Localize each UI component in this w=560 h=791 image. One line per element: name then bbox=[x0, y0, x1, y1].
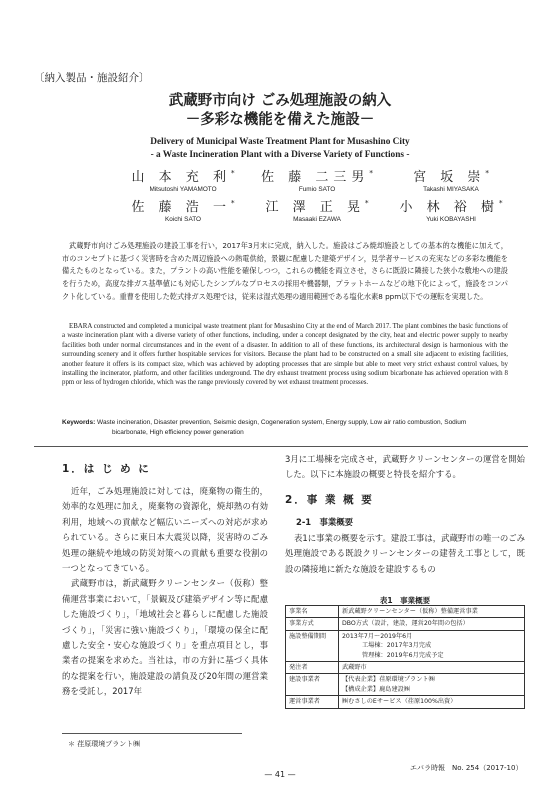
author-name-en: Masaaki EZAWA bbox=[293, 216, 341, 223]
table-value: ㈱むさしのEサービス（荏原100%出資） bbox=[339, 696, 525, 708]
title-japanese bbox=[0, 92, 560, 130]
journal-info: エバラ時報 No. 254（2017-10） bbox=[410, 764, 523, 772]
table-key: 事業方式 bbox=[286, 618, 339, 630]
author-5 bbox=[257, 196, 377, 223]
author-mark: * bbox=[230, 169, 235, 178]
author-2 bbox=[257, 166, 377, 193]
paragraph: 武蔵野市は，新武蔵野クリーンセンター（仮称）整備運営事業において，「景観及び建築デザイン等に配慮した施設づくり」，「地域社会と暮らしに配慮した施設づくり」，「災害に強い施設づくり」，「環境の保全に配慮した安全・安心な施設づくり」を重点項目とし，事業者の提案を求めた。当社は，市の方針に基づく具体的な提案を行い，施設建設の請負及び20年間の運営業務を受託し，2017年 bbox=[62, 578, 268, 697]
section-divider bbox=[34, 446, 528, 447]
author-1 bbox=[123, 166, 243, 193]
abstract-japanese: 武蔵野市向けごみ処理施設の建設工事を行い，2017年3月末に完成，納入した。施設はごみ焼却施設としての基本的な機能に加えて，市のコンセプトに基づく災害時を含めた周辺施設への熱電供給，景観に配慮した建築デザイン，見学者サービスの充実などの多彩な機能を備えたものとなっている。また，プラントの高い性能を確保しつつ，これらの機能を両立させ，さらに既設に隣接した狭小な敷地への建設を行うため，高度な排ガス基準値にも対応したシンプルなプロセスの採用や機器類，プラットホームなどの地下化によって，施設をコンパクト化している。重曹を使用した乾式排ガス処理では，従来は湿式処理の適用範囲である塩化水素8 ppm以下での運転を実現した。 bbox=[62, 241, 508, 301]
table-row bbox=[286, 606, 525, 618]
page-number: — 41 — bbox=[264, 770, 296, 779]
paragraph: 近年，ごみ処理施設に対しては，廃棄物の衛生的，効率的な処理に加え，廃棄物の資源化，焼却熱の有効利用，地域への貢献など幅広いニーズへの対応が求められている。さらに東日本大震災以降，災害時のごみ処理の継続や地域の防災対策への貢献も重要な役割の一つとなってきている。 bbox=[62, 486, 268, 574]
project-overview-table bbox=[285, 605, 525, 709]
author-mark: * bbox=[364, 199, 369, 208]
title-en-line1: Delivery of Municipal Waste Treatment Plant for Musashino City bbox=[150, 137, 410, 147]
table-row bbox=[286, 630, 525, 661]
keywords-line1: Waste incineration, Disaster prevention, Seismic design, Cogeneration system, Energy supply, Low air ratio combustion, Sodium bbox=[97, 419, 467, 426]
author-name-en: Koichi SATO bbox=[165, 216, 201, 223]
paragraph: 3月に工場棟を完成させ，武蔵野クリーンセンターの運営を開始した。以下に本施設の概要と特長を紹介する。 bbox=[285, 454, 525, 480]
keywords-label: Keywords: bbox=[62, 419, 96, 426]
section1-body bbox=[62, 484, 268, 700]
table-key: 建設事業者 bbox=[286, 674, 339, 696]
keywords-line2: bicarbonate, High efficiency power generation bbox=[112, 429, 244, 436]
author-4 bbox=[123, 196, 243, 223]
section1-heading: 1．は じ め に bbox=[62, 463, 151, 475]
table-row bbox=[286, 618, 525, 630]
title-english bbox=[0, 136, 560, 162]
table-row bbox=[286, 696, 525, 708]
author-name-en: Yuki KOBAYASHI bbox=[426, 216, 476, 223]
author-name-en: Fumio SATO bbox=[298, 186, 336, 193]
author-mark: * bbox=[230, 199, 235, 208]
author-name-ja: 小 林 裕 樹 bbox=[399, 200, 499, 215]
author-name-ja: 佐 藤 二三男 bbox=[261, 170, 370, 185]
author-3 bbox=[391, 166, 511, 193]
author-name-ja: 山 本 充 利 bbox=[131, 170, 231, 185]
table-title: 表1 事業概要 bbox=[379, 596, 431, 605]
author-mark: * bbox=[485, 169, 489, 178]
table-row bbox=[286, 674, 525, 696]
author-6 bbox=[391, 196, 511, 223]
table-key: 運営事業者 bbox=[286, 696, 339, 708]
paragraph: 表1に事業の概要を示す。建設工事は，武蔵野市の唯一のごみ処理施設である既設クリーンセンターの建替え工事として，既設の隣接地に新たな施設を建設するもの bbox=[285, 533, 525, 574]
author-name-ja: 佐 藤 浩 一 bbox=[131, 200, 231, 215]
subsection-2-1-heading: 2-1 事業概要 bbox=[296, 517, 354, 527]
table-key: 施設整備期間 bbox=[286, 630, 339, 661]
footnote-rule bbox=[62, 733, 242, 734]
table-value: 新武蔵野クリーンセンター（仮称）整備運営事業 bbox=[339, 606, 525, 618]
title-ja-line2: －多彩な機能を備えた施設－ bbox=[185, 112, 375, 128]
author-mark: * bbox=[498, 199, 503, 208]
title-en-line2: - a Waste Incineration Plant with a Diverse Variety of Functions - bbox=[150, 150, 410, 160]
author-name-en: Mitsutoshi YAMAMOTO bbox=[149, 186, 217, 193]
right-column-continuation bbox=[285, 452, 525, 483]
author-name-en: Takashi MIYASAKA bbox=[423, 186, 479, 193]
table-value: 2013年7月～2019年6月 工場棟：2017年3月完成 管理棟：2019年6月完成予定 bbox=[339, 630, 525, 661]
author-name-ja: 江 澤 正 晃 bbox=[265, 200, 365, 215]
footnote: ＊ 荏原環境プラント㈱ bbox=[68, 740, 141, 748]
table-key: 事業名 bbox=[286, 606, 339, 618]
keywords bbox=[62, 418, 508, 438]
author-name-ja: 宮 坂 崇 bbox=[413, 170, 486, 185]
table-value: 武蔵野市 bbox=[339, 662, 525, 674]
subsection-2-1-body bbox=[285, 531, 525, 577]
abstract-english: EBARA constructed and completed a municipal waste treatment plant for Musashino City at the end of March 2017. The plant combines the basic functions of a waste incineration plant with a diverse variety of other functions, including, under a concept designated by the city, heat and electric power supply to nearby facilities both under normal circumstances and in the event of a disaster. In addition to all of these functions, its architectural design is harmonious with the surrounding scenery and it offers further hospitable services for visitors. Because the plant had to be constructed on a small site adjacent to existing facilities, another feature it offers is its compact size, which was achieved by adopting processes that are simple but able to meet very strict exhaust control values, by installing the incinerator, platform, and other facilities underground. The dry exhaust treatment process using sodium bicarbonate has achieved operation with 8 ppm or less of hydrogen chloride, which was the range previously covered by wet exhaust treatment processes. bbox=[62, 323, 508, 387]
title-ja-line1: 武蔵野市向け ごみ処理施設の納入 bbox=[168, 93, 392, 109]
table-key: 発注者 bbox=[286, 662, 339, 674]
article-category: 〔納入製品・施設紹介〕 bbox=[34, 72, 150, 84]
table-value: 【代表企業】荏原環境プラント㈱ 【構成企業】鹿島建設㈱ bbox=[339, 674, 525, 696]
author-mark: * bbox=[369, 169, 373, 178]
table-value: DBO方式（設計，建設，運営20年間の包括） bbox=[339, 618, 525, 630]
section2-heading: 2．事 業 概 要 bbox=[285, 494, 374, 506]
table-row bbox=[286, 662, 525, 674]
